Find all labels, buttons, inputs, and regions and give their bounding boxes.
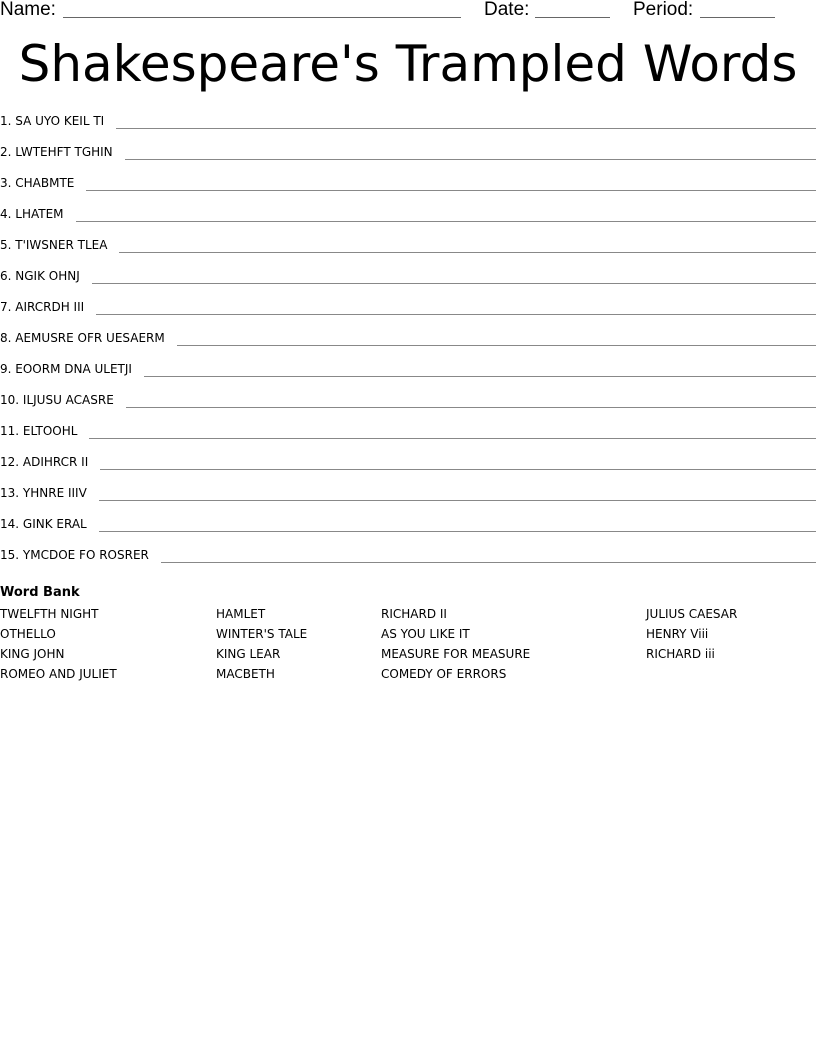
question-text: 2. LWTEHFT TGHIN (0, 145, 113, 159)
answer-line[interactable] (126, 407, 816, 408)
question-text: 10. ILJUSU ACASRE (0, 393, 114, 407)
question-row (0, 235, 816, 266)
question-row (0, 514, 816, 545)
page-title: Shakespeare's Trampled Words (18, 35, 798, 93)
question-list (0, 111, 816, 576)
word-bank-column (216, 604, 307, 684)
word-bank-item: MEASURE FOR MEASURE (381, 647, 531, 661)
word-bank-item: RICHARD iii (646, 647, 715, 661)
word-bank-item: OTHELLO (0, 627, 56, 641)
question-text: 4. LHATEM (0, 207, 64, 221)
question-row (0, 142, 816, 173)
word-bank-item: HENRY Viii (646, 627, 709, 641)
answer-line[interactable] (76, 221, 816, 222)
date-label: Date: (484, 0, 530, 20)
question-row (0, 421, 816, 452)
answer-line[interactable] (96, 314, 816, 315)
name-field-line[interactable] (63, 17, 461, 18)
question-row (0, 359, 816, 390)
word-bank-item: MACBETH (216, 667, 275, 681)
question-text: 5. T'IWSNER TLEA (0, 238, 108, 252)
question-row (0, 452, 816, 483)
question-text: 7. AIRCRDH III (0, 300, 85, 314)
question-text: 6. NGIK OHNJ (0, 269, 80, 283)
question-text: 15. YMCDOE FO ROSRER (0, 548, 149, 562)
question-text: 14. GINK ERAL (0, 517, 87, 531)
question-row (0, 173, 816, 204)
question-row (0, 111, 816, 142)
answer-line[interactable] (99, 500, 816, 501)
word-bank-title: Word Bank (0, 585, 80, 600)
question-text: 11. ELTOOHL (0, 424, 78, 438)
answer-line[interactable] (100, 469, 816, 470)
question-row (0, 328, 816, 359)
answer-line[interactable] (99, 531, 816, 532)
word-bank-item: KING JOHN (0, 647, 65, 661)
answer-line[interactable] (177, 345, 816, 346)
question-row (0, 545, 816, 576)
word-bank-item: RICHARD II (381, 607, 447, 621)
word-bank-item: WINTER'S TALE (216, 627, 308, 641)
question-row (0, 483, 816, 514)
period-field-line[interactable] (700, 17, 775, 18)
answer-line[interactable] (119, 252, 816, 253)
answer-line[interactable] (89, 438, 816, 439)
question-text: 9. EOORM DNA ULETJI (0, 362, 132, 376)
header-row (0, 0, 816, 22)
question-row (0, 297, 816, 328)
word-bank-item: KING LEAR (216, 647, 281, 661)
word-bank-item: ROMEO AND JULIET (0, 667, 117, 681)
word-bank-column (0, 604, 117, 684)
word-bank-item: JULIUS CAESAR (646, 607, 738, 621)
answer-line[interactable] (86, 190, 816, 191)
answer-line[interactable] (116, 128, 816, 129)
word-bank-item: HAMLET (216, 607, 266, 621)
question-text: 3. CHABMTE (0, 176, 75, 190)
word-bank-item: AS YOU LIKE IT (381, 627, 470, 641)
word-bank-column (381, 604, 530, 684)
question-row (0, 266, 816, 297)
word-bank-item: TWELFTH NIGHT (0, 607, 99, 621)
answer-line[interactable] (161, 562, 816, 563)
date-field-line[interactable] (535, 17, 610, 18)
question-text: 12. ADIHRCR II (0, 455, 89, 469)
answer-line[interactable] (144, 376, 816, 377)
word-bank-column (646, 604, 737, 664)
answer-line[interactable] (125, 159, 816, 160)
answer-line[interactable] (92, 283, 816, 284)
question-row (0, 204, 816, 235)
name-label: Name: (0, 0, 56, 20)
question-row (0, 390, 816, 421)
period-label: Period: (633, 0, 694, 20)
word-bank-item: COMEDY OF ERRORS (381, 667, 507, 681)
question-text: 1. SA UYO KEIL TI (0, 114, 105, 128)
question-text: 8. AEMUSRE OFR UESAERM (0, 331, 165, 345)
question-text: 13. YHNRE IIIV (0, 486, 87, 500)
